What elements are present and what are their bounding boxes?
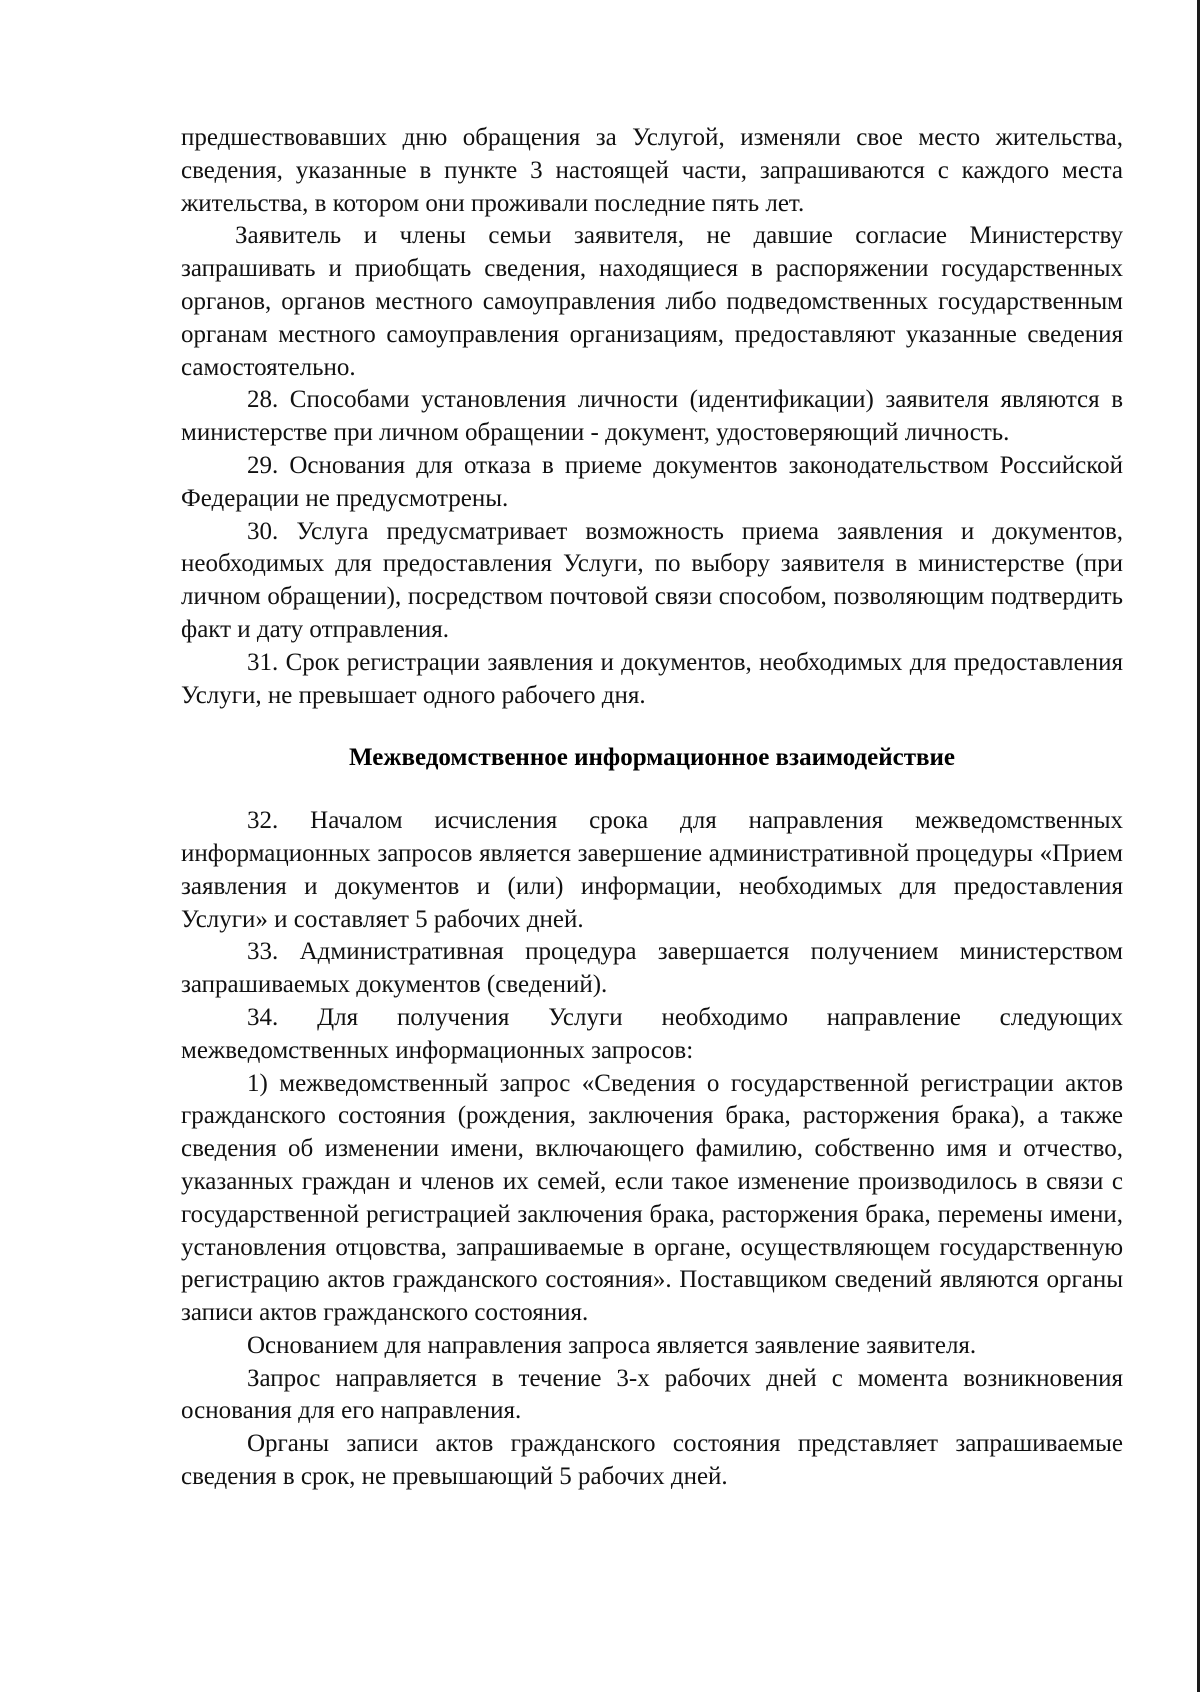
paragraph-request-timing: Запрос направляется в течение 3-х рабочих дней с момента возникновения основания для его направления. (181, 1364, 1123, 1425)
paragraph-response-timing: Органы записи актов гражданского состояния представляет запрашиваемые сведения в срок, не превышающий 5 рабочих дней. (181, 1430, 1123, 1491)
paragraph-32: 32. Началом исчисления срока для направления межведомственных информационных запросов является завершение административной процедуры «Прием заявления и документов и (или) информации, необходимых для предоставления Услуги» и составляет 5 рабочих дней. (181, 807, 1123, 933)
paragraph-request-basis: Основанием для направления запроса является заявление заявителя. (247, 1331, 977, 1359)
paragraph-34: 34. Для получения Услуги необходимо направление следующих межведомственных информационных запросов: (181, 1003, 1123, 1064)
paragraph-33: 33. Административная процедура завершается получением министерством запрашиваемых документов (сведений). (181, 938, 1123, 999)
paragraph-continuation: предшествовавших дню обращения за Услугой, изменяли свое место жительства, сведения, указанные в пункте 3 настоящей части, запрашиваются с каждого места жительства, в котором они проживали последние пять лет. (181, 124, 1123, 217)
section-heading: Межведомственное информационное взаимодействие (349, 744, 955, 772)
paragraph-applicant-consent: Заявитель и члены семьи заявителя, не давшие согласие Министерству запрашивать и приобщать сведения, находящиеся в распоряжении государственных органов, органов местного самоуправления либо подведомственных государственным органам местного самоуправления организациям, предоставляют указанные сведения самостоятельно. (181, 222, 1123, 381)
paragraph-30: 30. Услуга предусматривает возможность приема заявления и документов, необходимых для предоставления Услуги, по выбору заявителя в министерстве (при личном обращении), посредством почтовой связи способом, позволяющим подтвердить факт и дату отправления. (181, 517, 1123, 643)
paragraph-28: 28. Способами установления личности (идентификации) заявителя являются в министерстве при личном обращении - документ, удостоверяющий личность. (181, 386, 1123, 447)
paragraph-31: 31. Срок регистрации заявления и документов, необходимых для предоставления Услуги, не превышает одного рабочего дня. (181, 648, 1123, 709)
document-body (181, 122, 1123, 1494)
paragraph-29: 29. Основания для отказа в приеме документов законодательством Российской Федерации не предусмотрены. (181, 451, 1123, 512)
paragraph-34-item-1: 1) межведомственный запрос «Сведения о государственной регистрации актов гражданского состояния (рождения, заключения брака, расторжения брака), а также сведения об изменении имени, включающего фамилию, собственно имя и отчество, указанных граждан и членов их семей, если такое изменение производилось в связи с государственной регистрацией заключения брака, расторжения брака, перемены имени, установления отцовства, запрашиваемые в органе, осуществляющем государственную регистрацию актов гражданского состояния». Поставщиком сведений являются органы записи актов гражданского состояния. (181, 1069, 1123, 1327)
